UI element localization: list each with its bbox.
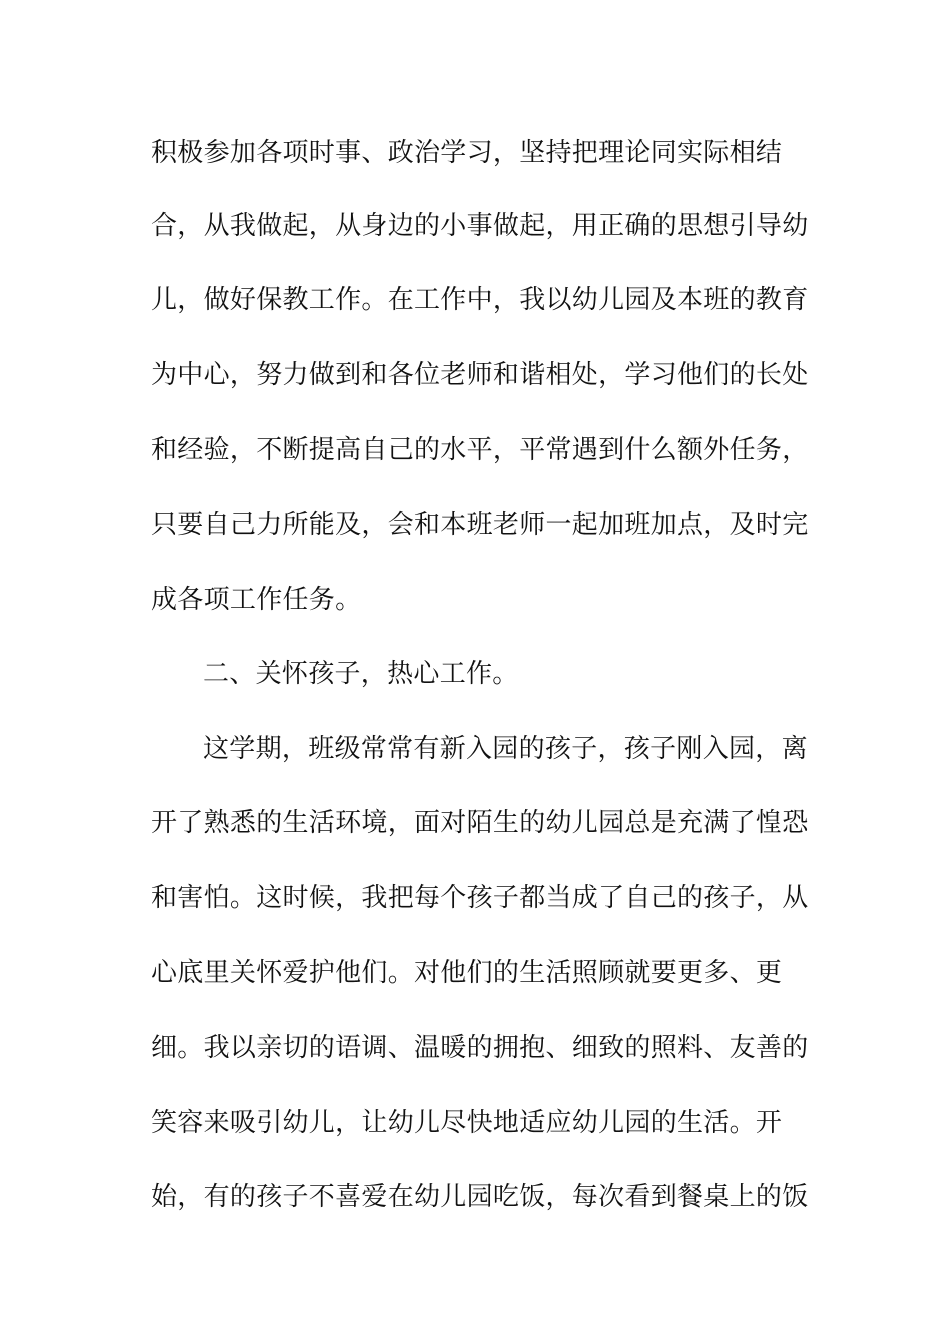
text-line: 和害怕。这时候，我把每个孩子都当成了自己的孩子，从 xyxy=(151,883,809,913)
section-heading: 二、关怀孩子，热心工作。 xyxy=(203,659,519,689)
text-line: 只要自己力所能及，会和本班老师一起加班加点，及时完 xyxy=(151,510,809,540)
text-line: 积极参加各项时事、政治学习，坚持把理论同实际相结 xyxy=(151,138,783,168)
text-line: 为中心，努力做到和各位老师和谐相处，学习他们的长处 xyxy=(151,360,809,390)
text-line: 成各项工作任务。 xyxy=(151,585,362,615)
text-line: 笑容来吸引幼儿，让幼儿尽快地适应幼儿园的生活。开 xyxy=(151,1108,783,1138)
text-line: 和经验，不断提高自己的水平，平常遇到什么额外任务， xyxy=(151,435,809,465)
text-line: 心底里关怀爱护他们。对他们的生活照顾就要更多、更 xyxy=(151,958,783,988)
text-line: 细。我以亲切的语调、温暖的拥抱、细致的照料、友善的 xyxy=(151,1033,809,1063)
text-line: 儿，做好保教工作。在工作中，我以幼儿园及本班的教育 xyxy=(151,285,809,315)
text-line: 开了熟悉的生活环境，面对陌生的幼儿园总是充满了惶恐 xyxy=(151,808,809,838)
text-line: 合，从我做起，从身边的小事做起，用正确的思想引导幼 xyxy=(151,211,809,241)
text-line: 始，有的孩子不喜爱在幼儿园吃饭，每次看到餐桌上的饭 xyxy=(151,1182,809,1212)
text-line: 这学期，班级常常有新入园的孩子，孩子刚入园，离 xyxy=(203,734,808,764)
